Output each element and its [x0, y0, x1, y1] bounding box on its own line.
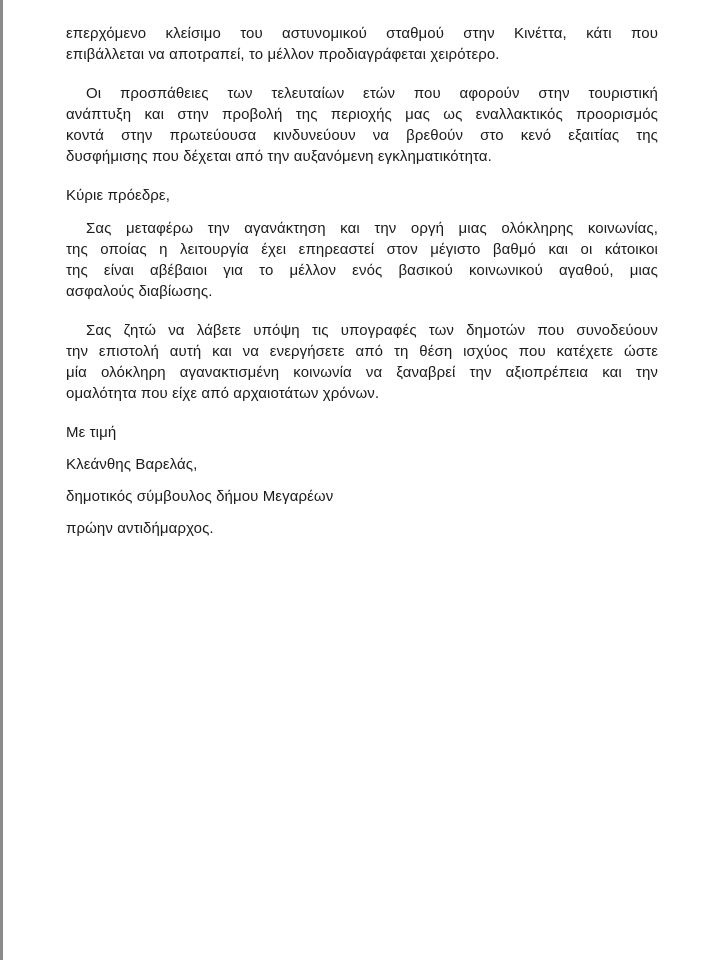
- text-line: επιβάλλεται να αποτραπεί, το μέλλον προδιαγράφεται χειρότερο.: [66, 46, 500, 63]
- text-line: ομαλότητα που είχε από αρχαιοτάτων χρόνων.: [66, 385, 380, 402]
- text-line: την επιστολή αυτή και να ενεργήσετε από τη θέση ισχύος που κατέχετε ώστε: [66, 343, 658, 360]
- text-line: επερχόμενο κλείσιμο του αστυνομικού σταθμού στην Κινέττα, κάτι που: [66, 25, 658, 42]
- text-line: ανάπτυξη και στην προβολή της περιοχής μας ως εναλλακτικός προορισμός: [66, 106, 658, 123]
- paragraph: [66, 83, 658, 167]
- text-line: Με τιμή: [66, 424, 117, 441]
- scan-edge: [0, 0, 3, 960]
- text-line: Κλεάνθης Βαρελάς,: [66, 456, 198, 473]
- text-line: δημοτικός σύμβουλος δήμου Μεγαρέων: [66, 488, 334, 505]
- text-line: της είναι αβέβαιοι για το μέλλον ενός βασικού κοινωνικού αγαθού, μιας: [66, 262, 658, 279]
- paragraph: [66, 320, 658, 404]
- paragraph: [66, 23, 658, 65]
- text-line: δυσφήμισης που δέχεται από την αυξανόμενη εγκληματικότητα.: [66, 148, 492, 165]
- text-line: Σας μεταφέρω την αγανάκτηση και την οργή μιας ολόκληρης κοινωνίας,: [86, 220, 658, 237]
- text-line: κοντά στην πρωτεύουσα κινδυνεύουν να βρεθούν στο κενό εξαιτίας της: [66, 127, 658, 144]
- text-line: Σας ζητώ να λάβετε υπόψη τις υπογραφές των δημοτών που συνοδεύουν: [86, 322, 658, 339]
- text-line: πρώην αντιδήμαρχος.: [66, 520, 214, 537]
- text-line: ασφαλούς διαβίωσης.: [66, 283, 213, 300]
- text-line: Οι προσπάθειες των τελευταίων ετών που αφορούν στην τουριστική: [86, 85, 658, 102]
- text-line: Κύριε πρόεδρε,: [66, 187, 170, 204]
- paragraph: [66, 218, 658, 302]
- paragraph: [66, 422, 658, 443]
- text-line: της οποίας η λειτουργία έχει επηρεαστεί στον μέγιστο βαθμό και οι κάτοικοι: [66, 241, 658, 258]
- paragraph: [66, 454, 658, 475]
- paragraph: [66, 185, 658, 206]
- paragraph: [66, 518, 658, 539]
- paragraph: [66, 486, 658, 507]
- text-line: μία ολόκληρη αγανακτισμένη κοινωνία να ξαναβρεί την αξιοπρέπεια και την: [66, 364, 658, 381]
